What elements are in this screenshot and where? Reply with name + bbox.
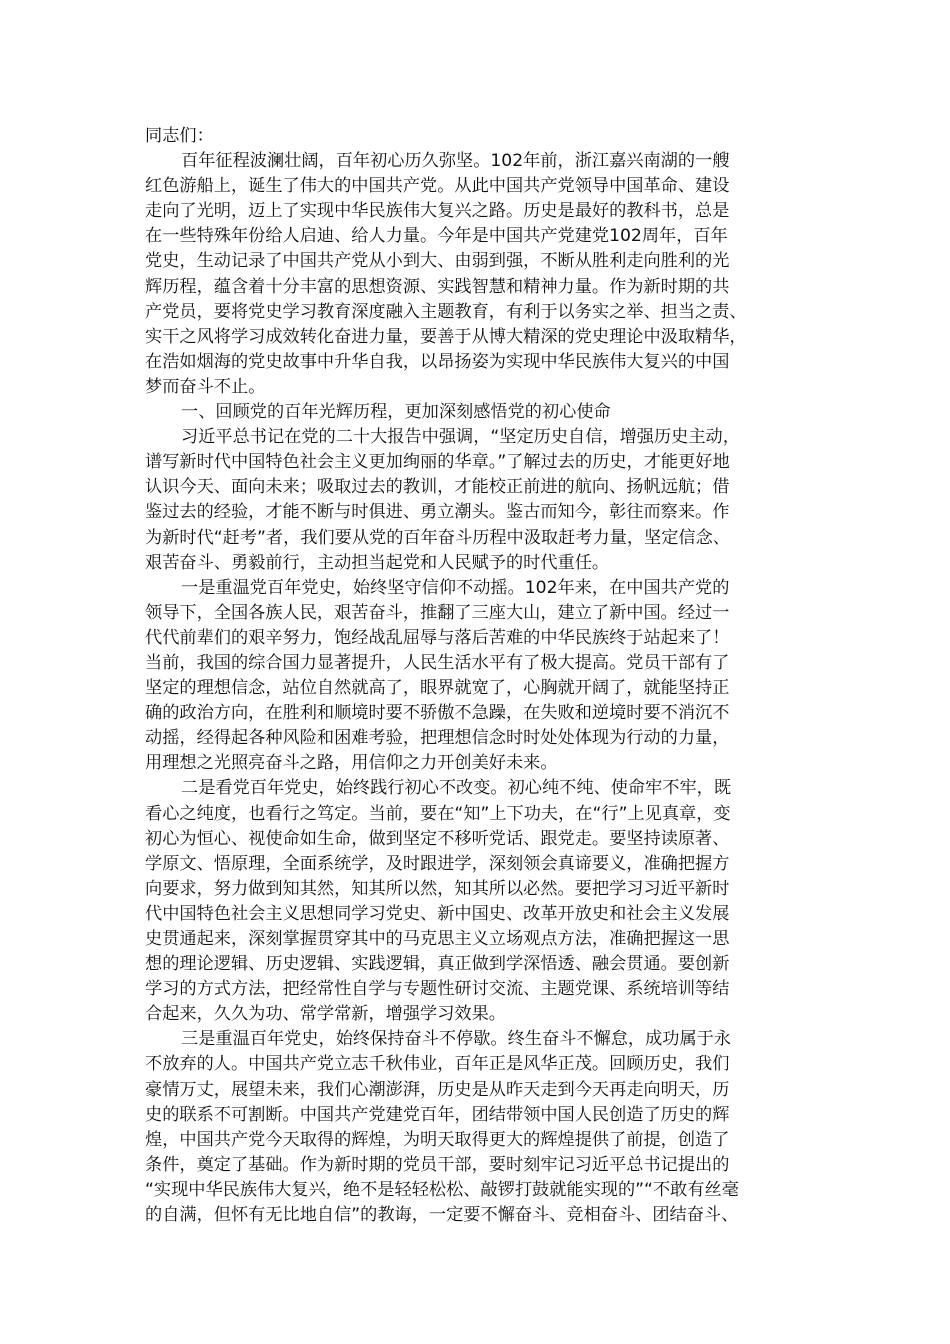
text-line: 在一些特殊年份给人启迪、给人力量。今年是中国共产党建党102周年，百年: [145, 226, 728, 247]
text-line: 条件，奠定了基础。作为新时期的党员干部，要时刻牢记习近平总书记提出的: [145, 1154, 730, 1175]
text-line: 鉴过去的经验，才能不断与时俱进、勇立潮头。鉴古而知今，彰往而察来。作: [145, 502, 730, 523]
text-line: 史贯通起来，深刻掌握贯穿其中的马克思主义立场观点方法，准确把握这一思: [145, 929, 730, 949]
paragraph-point-two: [145, 776, 815, 1027]
text-line: 确的政治方向，在胜利和顺境时要不骄傲不急躁，在失败和逆境时要不消沉不: [145, 703, 730, 724]
text-line: 在浩如烟海的党史故事中升华自我，以昂扬姿为实现中华民族伟大复兴的中国: [145, 351, 730, 372]
text-line: 想的理论逻辑、历史逻辑、实践逻辑，真正做到学深悟透、融会贯通。要创新: [145, 954, 730, 975]
section-heading: [145, 400, 815, 425]
text-line: 向要求，努力做到知其然，知其所以然，知其所以必然。要把学习习近平新时: [145, 878, 730, 899]
text-line: 坚定的理想信念，站位自然就高了，眼界就宽了，心胸就开阔了，就能坚持正: [145, 678, 730, 699]
text-line: 合起来，久久为功、常学常新，增强学习效果。: [145, 1004, 506, 1025]
section-heading-text: 一、回顾党的百年光辉历程，更加深刻感悟党的初心使命: [181, 402, 611, 423]
text-line: 不放弃的人。中国共产党立志千秋伟业，百年正是风华正茂。回顾历史，我们: [145, 1054, 730, 1075]
text-line: 学原文、悟原理，全面系统学，及时跟进学，深刻领会真谛要义，准确把握方: [145, 853, 730, 874]
text-line: 看心之纯度，也看行之笃定。当前，要在“知”上下功夫，在“行”上见真章，变: [145, 803, 731, 824]
paragraph-intro: [145, 149, 815, 400]
text-line: 代代前辈们的艰辛努力，饱经战乱屈辱与落后苦难的中华民族终于站起来了！: [145, 627, 730, 648]
paragraph-point-one: [145, 576, 815, 777]
text-line: 实干之风将学习成效转化奋进力量，要善于从博大精深的党史理论中汲取精华，: [145, 326, 747, 347]
paragraph-section-intro: [145, 425, 815, 576]
text-line: 党史，生动记录了中国共产党从小到大、由弱到强，不断从胜利走向胜利的光: [145, 251, 730, 272]
text-line: 习近平总书记在党的二十大报告中强调，“坚定历史自信，增强历史主动，: [181, 427, 740, 448]
text-line: 二是看党百年党史，始终践行初心不改变。初心纯不纯、使命牢不牢，既: [181, 778, 732, 799]
text-line: 辉历程，蕴含着十分丰富的思想资源、实践智慧和精神力量。作为新时期的共: [145, 276, 730, 297]
greeting: 同志们：: [145, 126, 214, 146]
text-line: 初心为恒心、视使命如生命，做到坚定不移听党话、跟党走。要坚持读原著、: [145, 828, 730, 849]
text-line: 为新时代“赶考”者，我们要从党的百年奋斗历程中汲取赶考力量，坚定信念、: [145, 527, 730, 548]
paragraph-point-three: [145, 1027, 815, 1228]
document-body: [145, 124, 815, 1228]
text-line: 三是重温百年党史，始终保持奋斗不停歇。终生奋斗不懈怠，成功属于永: [181, 1029, 732, 1050]
text-line: 用理想之光照亮奋斗之路，用信仰之力开创美好未来。: [145, 753, 558, 774]
text-line: 代中国特色社会主义思想同学习党史、新中国史、改革开放史和社会主义发展: [145, 903, 730, 924]
text-line: 梦而奋斗不止。: [145, 376, 266, 397]
text-line: 煌，中国共产党今天取得的辉煌，为明天取得更大的辉煌提供了前提，创造了: [145, 1129, 730, 1150]
text-line: “实现中华民族伟大复兴，绝不是轻轻松松、敲锣打鼓就能实现的”“不敢有丝毫: [145, 1179, 739, 1200]
text-line: 当前，我国的综合国力显著提升，人民生活水平有了极大提高。党员干部有了: [145, 652, 730, 673]
text-line: 百年征程波澜壮阔，百年初心历久弥坚。102年前，浙江嘉兴南湖的一艘: [181, 151, 730, 172]
text-line: 的自满，但怀有无比地自信”的教诲，一定要不懈奋斗、竞相奋斗、团结奋斗、: [145, 1205, 739, 1226]
text-line: 艰苦奋斗、勇毅前行，主动担当起党和人民赋予的时代重任。: [145, 552, 610, 573]
text-line: 产党员，要将党史学习教育深度融入主题教育，有利于以务实之举、担当之责、: [145, 301, 747, 322]
text-line: 走向了光明，迈上了实现中华民族伟大复兴之路。历史是最好的教科书，总是: [145, 201, 730, 222]
text-line: 史的联系不可割断。中国共产党建党百年，团结带领中国人民创造了历史的辉: [145, 1104, 730, 1125]
text-line: 学习的方式方法，把经常性自学与专题性研讨交流、主题党课、系统培训等结: [145, 979, 730, 1000]
text-line: 动摇，经得起各种风险和困难考验，把理想信念时时处处体现为行动的力量，: [145, 728, 730, 749]
text-line: 红色游船上，诞生了伟大的中国共产党。从此中国共产党领导中国革命、建设: [145, 176, 730, 197]
text-line: 认识今天、面向未来；吸取过去的教训，才能校正前进的航向、扬帆远航；借: [145, 477, 730, 498]
text-line: 领导下，全国各族人民，艰苦奋斗，推翻了三座大山，建立了新中国。经过一: [145, 602, 730, 623]
text-line: 一是重温党百年党史，始终坚守信仰不动摇。102年来，在中国共产党的: [181, 577, 730, 598]
text-line: 豪情万丈，展望未来，我们心潮澎湃，历史是从昨天走到今天再走向明天，历: [145, 1079, 730, 1100]
text-line: 谱写新时代中国特色社会主义更加绚丽的华章。”了解过去的历史，才能更好地: [145, 452, 730, 473]
